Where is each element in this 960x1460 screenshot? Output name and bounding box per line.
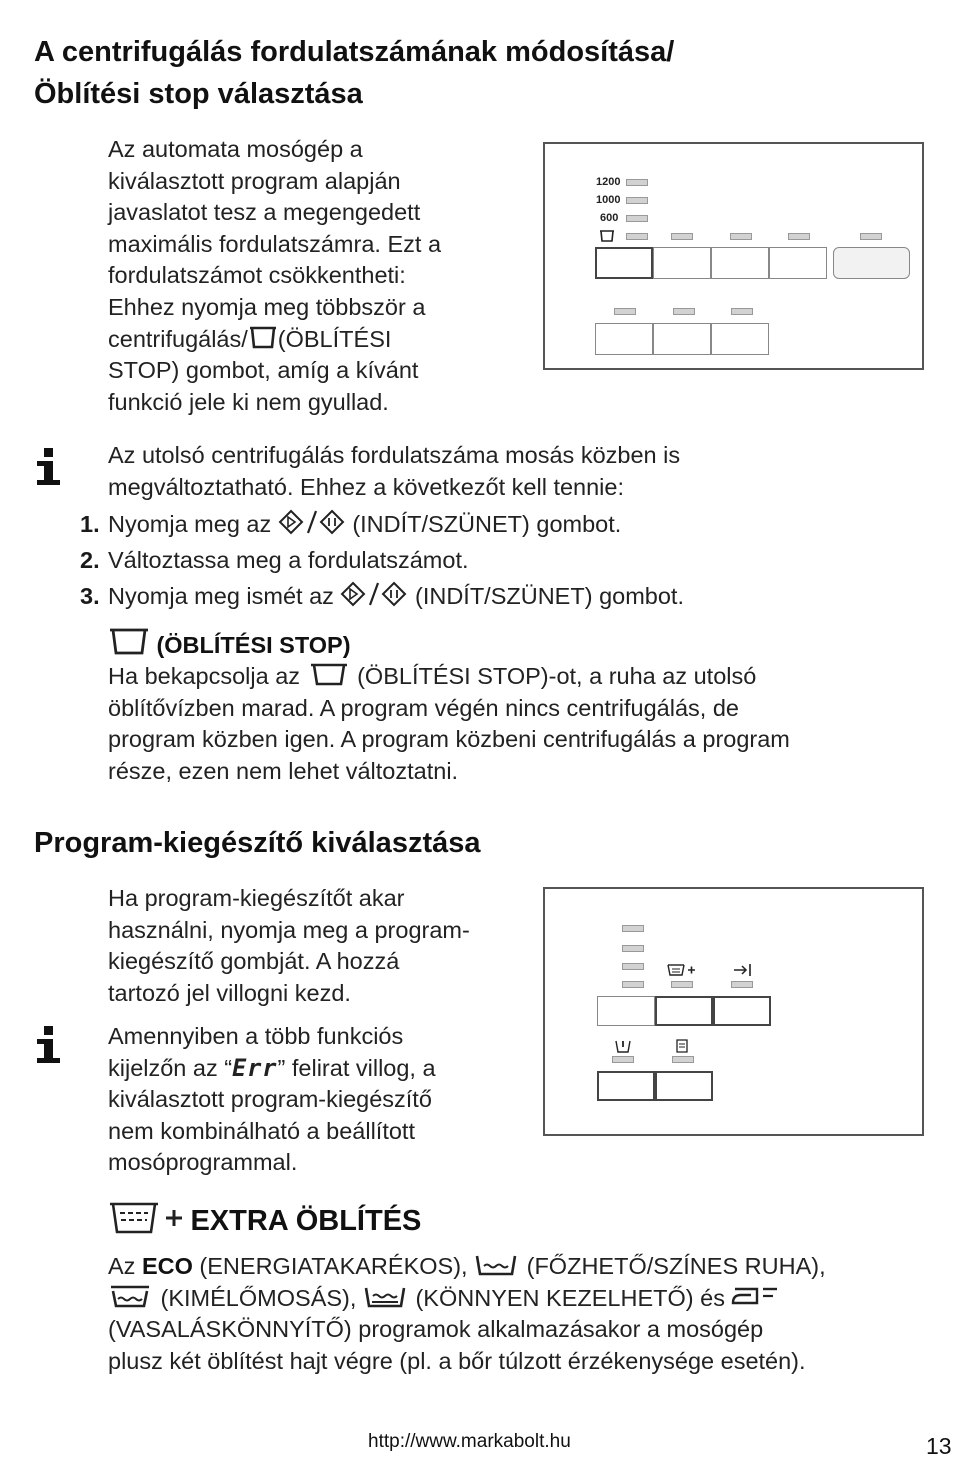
start-pause-led — [860, 233, 882, 240]
error-code: Err — [232, 1053, 278, 1082]
option-led — [673, 308, 695, 315]
info-icon — [34, 446, 64, 486]
info-line: kiválasztott program-kiegészítő — [108, 1086, 432, 1113]
speed-label-600: 600 — [600, 212, 619, 224]
intro-line: Az automata mosógép a — [108, 136, 363, 162]
speed-led — [626, 215, 648, 222]
intro-line: tartozó jel villogni kezd. — [108, 979, 351, 1006]
prewash-led — [612, 1056, 634, 1063]
step-2-text: Változtassa meg a fordulatszámot. — [108, 547, 469, 573]
intro-line: Ha program-kiegészítőt akar — [108, 885, 405, 911]
step-1-text: Nyomja meg az (INDÍT/SZÜNET) gombot. — [108, 511, 622, 537]
extra-rinse-line: Az ECO (ENERGIATAKARÉKOS), (FŐZHETŐ/SZÍNES RUHA), — [108, 1253, 826, 1279]
section1-info — [108, 440, 908, 503]
intro-line: kiválasztott program alapján — [108, 167, 401, 194]
option-button — [711, 323, 769, 355]
rinse-stop-heading-text: (ÖBLÍTÉSI STOP) — [156, 632, 351, 658]
easy-iron-icon — [731, 1285, 781, 1309]
rinse-stop-line: Ha bekapcsolja az (ÖBLÍTÉSI STOP)-ot, a ruha az utolsó — [108, 663, 757, 689]
speed-label-1200: 1200 — [596, 176, 621, 188]
option-led — [788, 233, 810, 240]
footer-url: http://www.markabolt.hu — [368, 1431, 571, 1452]
option-button — [597, 996, 655, 1026]
rinse-stop-led — [626, 233, 648, 240]
info-line: megváltoztatható. Ehhez a következőt kell tennie: — [108, 473, 625, 500]
start-pause-button — [833, 247, 910, 279]
section2-intro — [108, 883, 528, 1009]
extra-rinse-line: (KIMÉLŐMOSÁS), (KÖNNYEN KEZELHETŐ) és — [108, 1283, 938, 1315]
extra-rinse-icon — [108, 1200, 186, 1236]
stain-icon — [674, 1038, 690, 1054]
start-pause-icon — [340, 581, 408, 607]
spin-rinse-stop-button — [595, 247, 653, 279]
option-led — [622, 963, 644, 970]
extra-rinse-paragraph — [108, 1251, 938, 1377]
rinse-stop-line: része, ezen nem lehet változtatni. — [108, 757, 459, 784]
info-line: nem kombinálható a beállított — [108, 1117, 415, 1144]
cotton-coloured-icon — [474, 1253, 520, 1277]
extra-rinse-heading-text: EXTRA ÖBLÍTÉS — [190, 1205, 422, 1237]
extra-rinse-icon — [667, 963, 697, 977]
section1-title-line1: A centrifugálás fordulatszámának módosítása/ — [34, 36, 675, 68]
option-button — [595, 323, 653, 355]
speed-label-1000: 1000 — [596, 194, 621, 206]
option-led — [622, 945, 644, 952]
option-led — [614, 308, 636, 315]
easy-care-icon — [363, 1285, 409, 1309]
prewash-icon — [615, 1038, 631, 1054]
intro-line: Ehhez nyomja meg többször a — [108, 293, 426, 320]
speed-led — [626, 197, 648, 204]
intro-line: funkció jele ki nem gyullad. — [108, 388, 389, 415]
stain-button — [655, 1071, 713, 1101]
step-3-text: Nyomja meg ismét az (INDÍT/SZÜNET) gombot. — [108, 583, 684, 609]
option-led — [671, 233, 693, 240]
rinse-stop-icon — [307, 663, 351, 687]
intro-line-7a: centrifugálás/ — [108, 325, 248, 352]
intro-line: használni, nyomja meg a program- — [108, 916, 470, 943]
info-line: mosóprogrammal. — [108, 1149, 298, 1176]
option-button — [769, 247, 827, 279]
option-button — [711, 247, 769, 279]
step-number: 3. — [80, 583, 100, 609]
intro-line: STOP) gombot, amíg a kívánt — [108, 357, 419, 384]
delicates-icon — [108, 1285, 154, 1309]
extra-rinse-button — [655, 996, 713, 1026]
rinse-stop-icon — [599, 230, 615, 242]
option-button — [653, 247, 711, 279]
step-number: 1. — [80, 511, 100, 537]
section1-intro — [108, 134, 528, 418]
start-pause-icon — [278, 509, 346, 535]
info-line: Az utolsó centrifugálás fordulatszáma mosás közben is — [108, 442, 681, 468]
extra-rinse-led — [671, 981, 693, 988]
extra-rinse-line: (VASALÁSKÖNNYÍTŐ) programok alkalmazásakor a mosógép — [108, 1316, 764, 1343]
stain-led — [672, 1056, 694, 1063]
prewash-button — [597, 1071, 655, 1101]
extra-rinse-heading — [108, 1200, 421, 1238]
info-line: kijelzőn az “Err” felirat villog, a — [108, 1053, 436, 1082]
intro-line: fordulatszámot csökkentheti: — [108, 262, 406, 289]
extra-rinse-line: plusz két öblítést hajt végre (pl. a bőr túlzott érzékenysége esetén). — [108, 1347, 806, 1374]
control-panel-spin-illustration — [543, 142, 924, 370]
section1-title-line2: Öblítési stop választása — [34, 78, 363, 110]
intro-line-7b: (ÖBLÍTÉSI — [277, 325, 392, 352]
intro-line: javaslatot tesz a megengedett — [108, 199, 421, 226]
option-led — [730, 233, 752, 240]
option-button — [653, 323, 711, 355]
rinse-stop-icon — [108, 628, 152, 656]
option-led — [622, 925, 644, 932]
page-number: 13 — [926, 1433, 952, 1459]
rinse-stop-line: program közben igen. A program közbeni centrifugálás a program — [108, 726, 790, 753]
info-line: Amennyiben a több funkciós — [108, 1023, 404, 1049]
intro-line: maximális fordulatszámra. Ezt a — [108, 230, 442, 257]
rinse-stop-heading — [108, 628, 351, 662]
time-saving-led — [731, 981, 753, 988]
option-led — [731, 308, 753, 315]
speed-led — [626, 179, 648, 186]
option-led — [622, 981, 644, 988]
info-icon — [34, 1024, 64, 1064]
control-panel-options-illustration — [543, 887, 924, 1136]
intro-line: kiegészítő gombját. A hozzá — [108, 948, 400, 975]
rinse-stop-paragraph — [108, 661, 928, 787]
intro-line — [108, 324, 528, 356]
rinse-stop-line: öblítővízben marad. A program végén nincs centrifugálás, de — [108, 694, 739, 721]
rinse-stop-icon — [248, 326, 278, 350]
section2-title: Program-kiegészítő kiválasztása — [34, 827, 481, 859]
section2-info — [108, 1021, 528, 1179]
time-saving-icon — [732, 963, 754, 977]
step-number: 2. — [80, 547, 100, 573]
time-saving-button — [713, 996, 771, 1026]
